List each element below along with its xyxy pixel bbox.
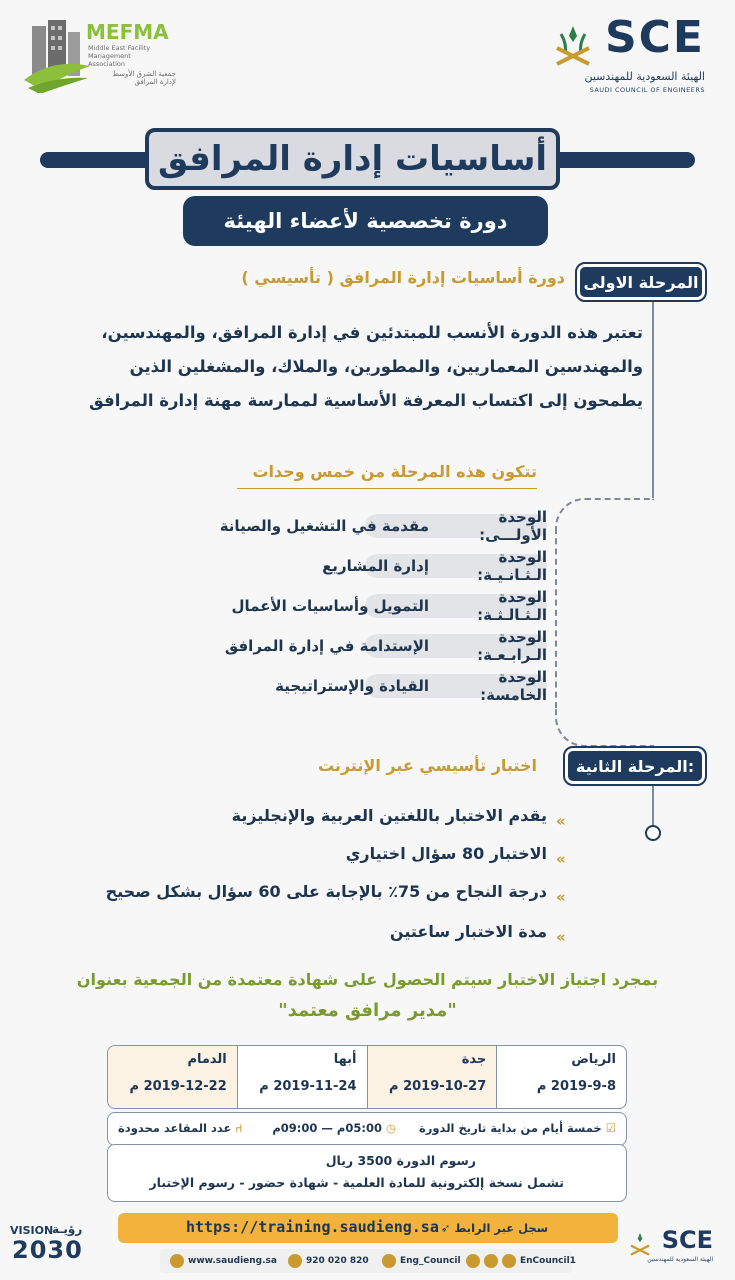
- chevron-left-icon: «: [556, 928, 566, 946]
- clock-icon: ◷: [385, 1121, 396, 1135]
- sce-arabic-name: الهيئة السعودية للمهندسين: [584, 70, 705, 83]
- unit-row: [187, 588, 547, 624]
- unit-title: الإستدامة في إدارة المرافق: [224, 637, 429, 655]
- unit-name: الوحدة الأولـــى:: [479, 508, 547, 544]
- unit-name: الوحدة الخامسة:: [480, 668, 547, 704]
- schedule-cell: [108, 1046, 237, 1108]
- stage2-tag: المرحلة الثانية:: [565, 748, 705, 784]
- page-subtitle: دورة تخصصية لأعضاء الهيئة: [183, 196, 548, 246]
- schedule-date: 2019-10-27 م: [389, 1079, 487, 1094]
- vision-year: 2030: [12, 1236, 83, 1264]
- schedule-cell: [367, 1046, 497, 1108]
- unit-row: [187, 628, 547, 664]
- register-label: سجل عبر الرابط: [454, 1221, 548, 1235]
- schedule-table: [107, 1045, 627, 1109]
- paragraph-line: يطمحون إلى اكتساب المعرفة الأساسية لممارسة مهنة إدارة المرافق: [89, 391, 643, 410]
- page-title: أساسيات إدارة المرافق: [145, 128, 560, 190]
- fees-amount: رسوم الدورة 3500 ريال: [325, 1153, 476, 1168]
- certificate-title: "مدير مرافق معتمد": [278, 1000, 457, 1021]
- sce-footer-emblem-icon: [627, 1232, 653, 1258]
- sce-emblem-icon: [551, 24, 595, 70]
- schedule-city: جدة: [461, 1052, 487, 1067]
- timeline-line: [652, 298, 654, 498]
- website-text[interactable]: www.saudieng.sa: [188, 1256, 277, 1266]
- stage2-heading: اختبار تأسيسي عبر الإنترنت: [317, 756, 537, 775]
- stage1-paragraph: [83, 316, 643, 418]
- youtube-icon: [466, 1254, 480, 1268]
- mefma-wordmark: MEFMA: [86, 20, 169, 44]
- chevron-left-icon: «: [556, 888, 566, 906]
- cursor-click-icon: ➶: [440, 1221, 451, 1235]
- phone-icon: [288, 1254, 302, 1268]
- schedule-date: 2019-9-8 م: [536, 1079, 616, 1094]
- certificate-line: بمجرد اجتياز الاختبار سيتم الحصول على شهادة معتمدة من الجمعية بعنوان: [76, 970, 659, 989]
- unit-title: مقدمة في التشغيل والصيانة: [219, 517, 429, 535]
- units-heading-rule: [237, 488, 537, 489]
- twitter-item[interactable]: [382, 1254, 461, 1268]
- stage1-heading: دورة أساسيات إدارة المرافق ( تأسيسي ): [241, 268, 565, 287]
- sce-footer-arabic: الهيئة السعودية للمهندسين: [647, 1256, 713, 1263]
- unit-row: [187, 508, 547, 544]
- schedule-cell: [496, 1046, 626, 1108]
- schedule-date: 2019-11-24 م: [259, 1079, 357, 1094]
- timeline-dashed-line: [555, 528, 557, 708]
- schedule-city: الدمام: [187, 1052, 227, 1067]
- twitter-text[interactable]: Eng_Council: [400, 1256, 461, 1266]
- duration-text: خمسة أيام من بداية تاريخ الدورة: [419, 1121, 602, 1135]
- social-item[interactable]: [466, 1254, 576, 1268]
- info-bar: [107, 1112, 627, 1146]
- unit-row: [187, 668, 547, 704]
- schedule-city: الرياض: [571, 1052, 616, 1067]
- sce-english-name: SAUDI COUNCIL OF ENGINEERS: [589, 86, 705, 94]
- paragraph-line: تعتبر هذه الدورة الأنسب للمبتدئين في إدارة المرافق، والمهندسين،: [101, 323, 643, 342]
- twitter-icon: [382, 1254, 396, 1268]
- vision-2030-logo: [8, 1222, 88, 1274]
- time-text: 05:00م — 09:00م: [272, 1121, 382, 1135]
- timeline-dashed-curve-bottom: [555, 705, 654, 747]
- stage2-bullet: الاختبار 80 سؤال اختياري: [345, 844, 547, 863]
- mefma-english-name: Middle East Facility Management Association: [88, 44, 151, 68]
- vision-label: VISION: [10, 1224, 54, 1237]
- paragraph-line: والمهندسين المعماريين، والمطورين، والملاك، والمشغلين الذين: [129, 357, 643, 376]
- units-heading: تتكون هذه المرحلة من خمس وحدات: [252, 462, 537, 481]
- check-icon: ☑: [605, 1121, 616, 1135]
- unit-name: الوحدة الـرابـعـة:: [477, 628, 547, 664]
- unit-title: التمويل وأساسيات الأعمال: [231, 597, 429, 615]
- stage2-bullet: يقدم الاختبار باللغتين العربية والإنجليزية: [231, 806, 547, 825]
- globe-icon: [170, 1254, 184, 1268]
- stage1-tag: المرحلة الاولى: [577, 264, 705, 300]
- seats-text: عدد المقاعد محدودة: [118, 1121, 232, 1135]
- instagram-icon: [502, 1254, 516, 1268]
- vision-arabic: رؤيـة: [52, 1222, 83, 1236]
- stage2-bullet: درجة النجاح من 75٪ بالإجابة على 60 سؤال بشكل صحيح: [105, 882, 547, 901]
- chevron-left-icon: «: [556, 850, 566, 868]
- sce-wordmark: SCE: [604, 12, 705, 63]
- unit-title: القيادة والإستراتيجية: [275, 677, 429, 695]
- seats-info: [118, 1121, 242, 1135]
- unit-row: [187, 548, 547, 584]
- phone-text[interactable]: 920 020 820: [306, 1256, 369, 1266]
- register-label-wrap: [441, 1221, 548, 1235]
- stage2-bullet: مدة الاختبار ساعتين: [389, 922, 547, 941]
- schedule-cell: [237, 1046, 367, 1108]
- schedule-city: أبها: [333, 1052, 357, 1067]
- chevron-left-icon: «: [556, 812, 566, 830]
- unit-name: الوحدة الـثـالـثـة:: [477, 588, 547, 624]
- sce-footer-wordmark: SCE: [661, 1226, 713, 1254]
- unit-name: الوحدة الـثـانـيـة:: [477, 548, 547, 584]
- seat-icon: ⑁: [235, 1121, 243, 1135]
- register-url[interactable]: https://training.saudieng.sa: [186, 1218, 439, 1236]
- timeline-dashed-curve: [555, 498, 654, 530]
- timeline-end-dot: [645, 825, 661, 841]
- schedule-date: 2019-12-22 م: [129, 1079, 227, 1094]
- instagram-text[interactable]: EnCouncil1: [520, 1256, 576, 1266]
- fees-box: [107, 1144, 627, 1202]
- unit-title: إدارة المشاريع: [322, 557, 429, 575]
- duration-info: [419, 1121, 616, 1135]
- snapchat-icon: [484, 1254, 498, 1268]
- mefma-arabic-name: جمعية الشرق الأوسط لإدارة المرافق: [112, 70, 176, 86]
- mefma-building-icon: [22, 18, 92, 93]
- website-item[interactable]: [170, 1254, 277, 1268]
- phone-item[interactable]: [288, 1254, 369, 1268]
- fees-includes: تشمل نسخة إلكترونية للمادة العلمية - شهادة حضور - رسوم الإختبار: [149, 1175, 564, 1190]
- contact-bar: [160, 1249, 576, 1273]
- register-banner[interactable]: [118, 1213, 618, 1243]
- time-info: [272, 1121, 396, 1135]
